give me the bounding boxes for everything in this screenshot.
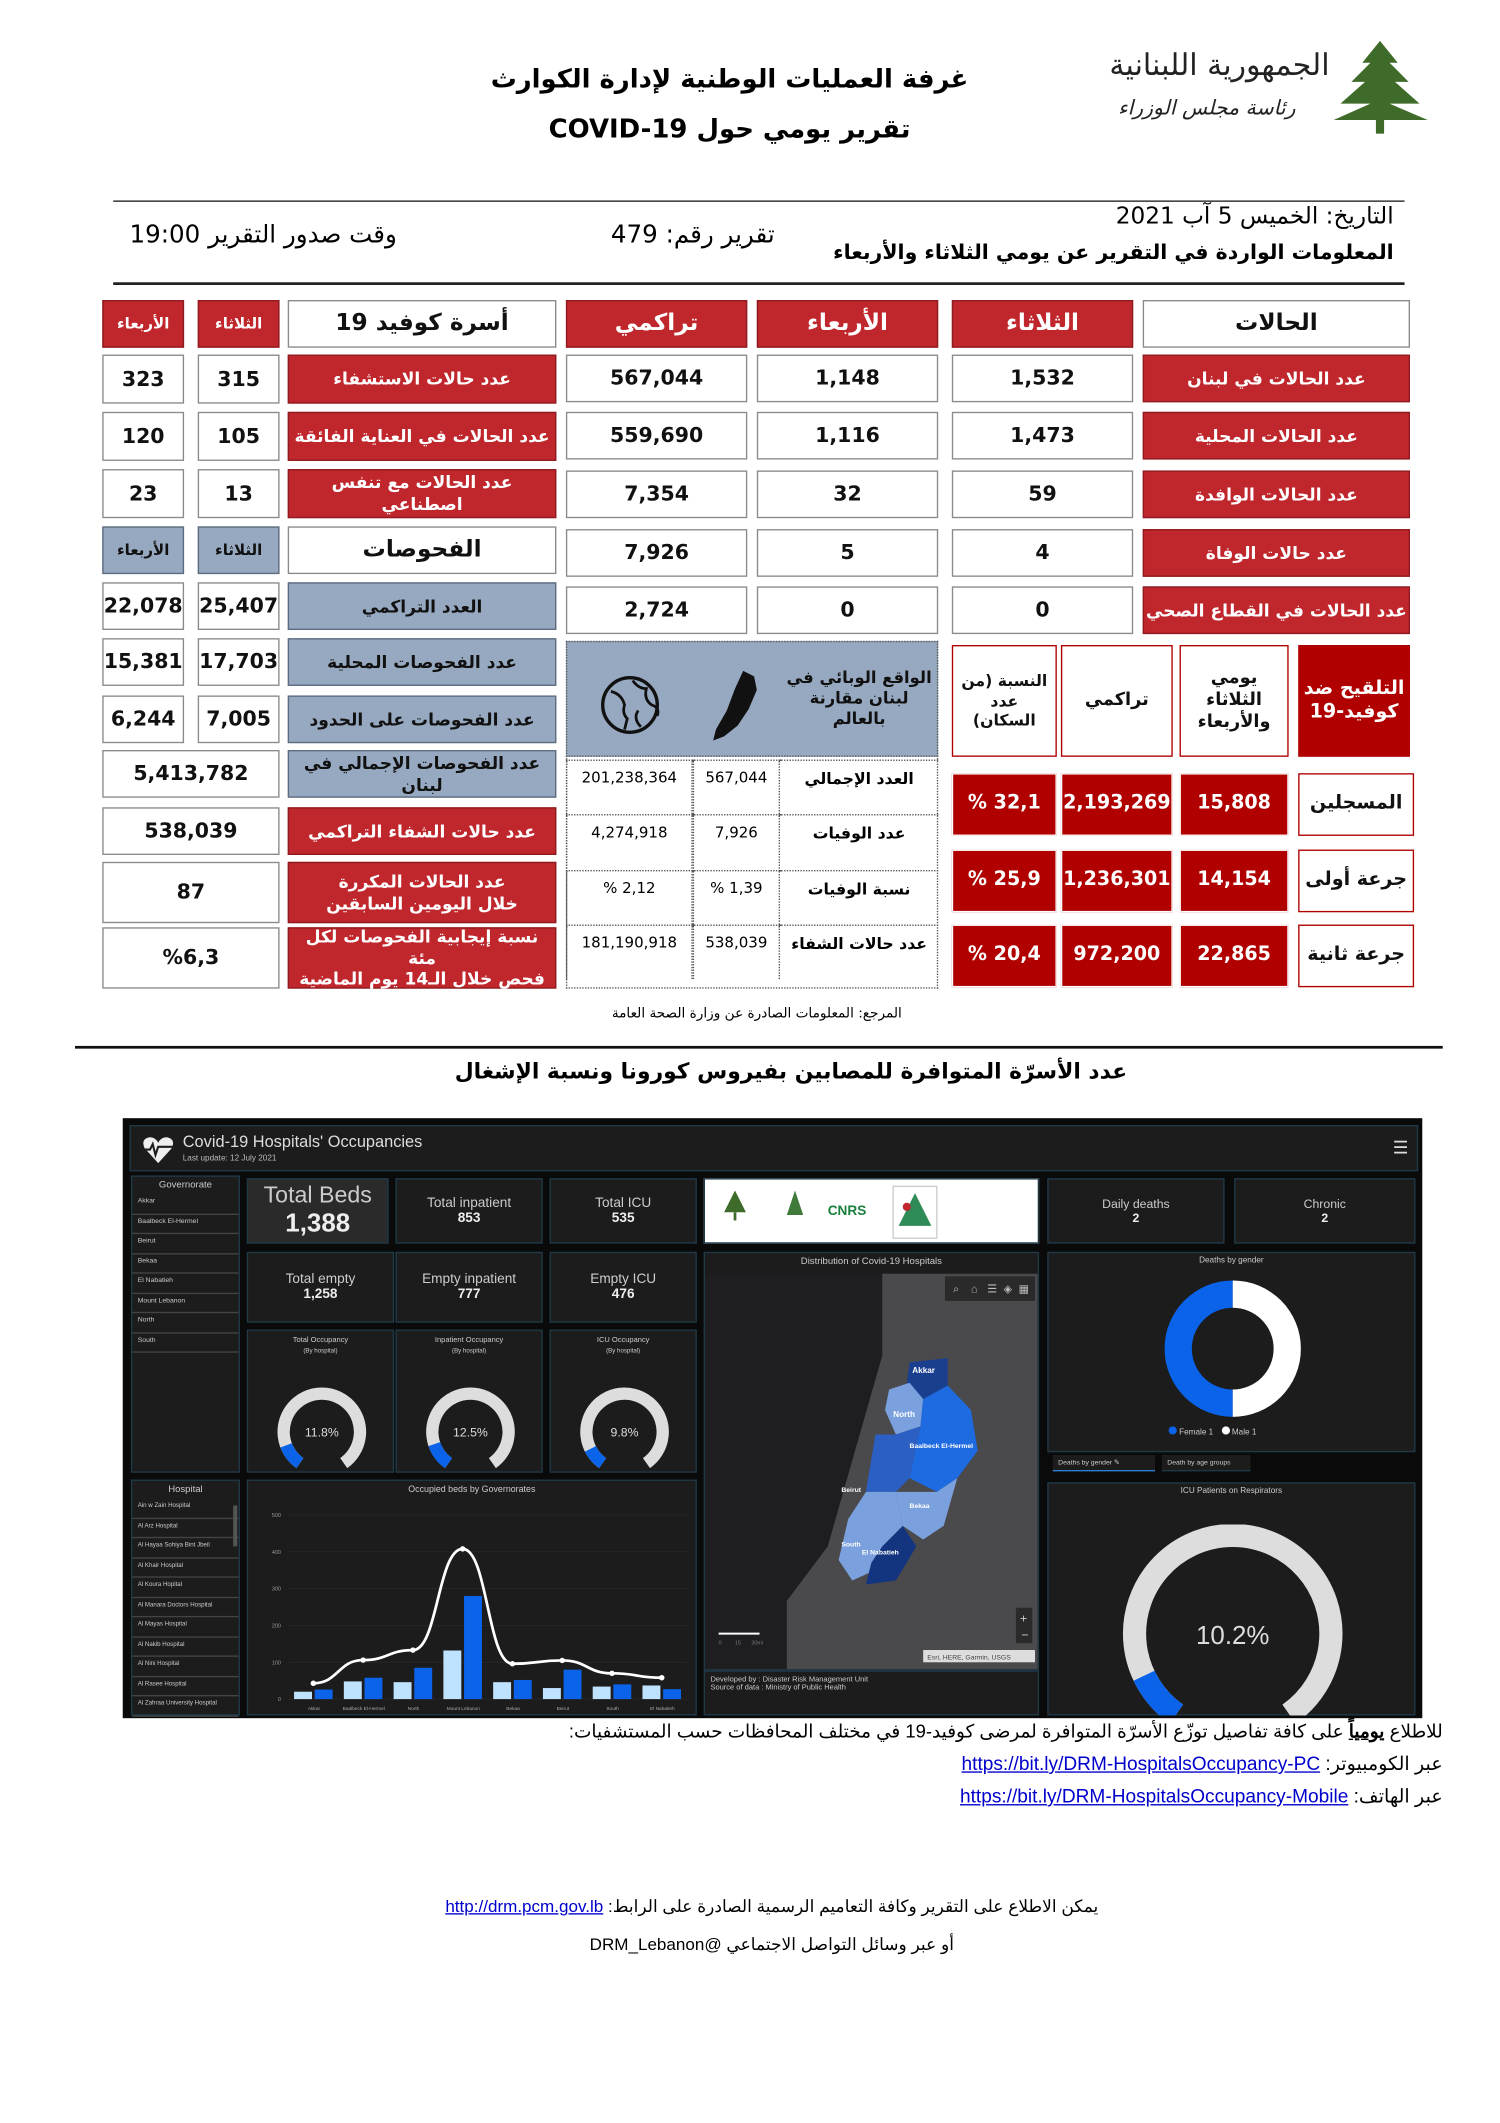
map-title: Distribution of Covid-19 Hospitals bbox=[800, 1257, 942, 1267]
vaccination-row-label: جرعة أولى bbox=[1298, 850, 1414, 913]
map-label-nabatieh: El Nabatieh bbox=[861, 1549, 899, 1557]
hospital-panel bbox=[131, 1480, 240, 1716]
map-legend-icon[interactable]: ☰ bbox=[987, 1283, 998, 1296]
governorate-item[interactable]: Mount Lebanon bbox=[132, 1293, 238, 1313]
map-search-icon[interactable]: ⌕ bbox=[953, 1283, 960, 1296]
cases-cumulative-value: 7,354 bbox=[566, 470, 747, 518]
stat-tile bbox=[550, 1252, 697, 1323]
y-tick-label: 300 bbox=[271, 1586, 281, 1593]
bar-dark bbox=[315, 1690, 333, 1700]
family-wednesday-value: 120 bbox=[102, 412, 184, 461]
occupancy-gauge bbox=[397, 1375, 544, 1470]
occupancy-gauge bbox=[248, 1375, 395, 1470]
svg-text:CNRS: CNRS bbox=[827, 1203, 867, 1219]
comparison-row-label: نسبة الوفيات bbox=[780, 870, 938, 925]
total-point bbox=[510, 1661, 515, 1666]
legend-male: Male 1 bbox=[1221, 1426, 1256, 1437]
tests-row-label: العدد التراكمي bbox=[288, 582, 557, 630]
governorate-item[interactable]: Beirut bbox=[132, 1234, 238, 1254]
cases-tuesday-value: 4 bbox=[952, 529, 1133, 577]
occupancy-gauge-fill bbox=[434, 1444, 448, 1463]
map-home-icon[interactable]: ⌂ bbox=[970, 1283, 978, 1296]
bar-dark bbox=[414, 1668, 432, 1699]
pc-link[interactable]: https://bit.ly/DRM-HospitalsOccupancy-PC bbox=[961, 1752, 1321, 1775]
x-tick-label: North bbox=[407, 1707, 420, 1713]
cases-tuesday-value: 59 bbox=[952, 470, 1133, 518]
mobile-link[interactable]: https://bit.ly/DRM-HospitalsOccupancy-Mobile bbox=[960, 1785, 1349, 1807]
hospitals-dashboard bbox=[123, 1118, 1423, 1718]
header-rule-bottom bbox=[113, 282, 1404, 284]
comparison-world-value: 4,274,918 bbox=[566, 814, 693, 869]
cases-cumulative-value: 7,926 bbox=[566, 529, 747, 577]
bar-dark bbox=[663, 1689, 681, 1699]
tab-death-by-age[interactable]: Death by age groups bbox=[1162, 1455, 1251, 1471]
section-rule bbox=[75, 1046, 1443, 1048]
footer-intro-bold: يومياً bbox=[1348, 1720, 1385, 1742]
stat-tile bbox=[550, 1178, 697, 1243]
cases-wednesday-value: 32 bbox=[757, 470, 938, 518]
stat-label: Chronic bbox=[1303, 1197, 1346, 1211]
stat-tile bbox=[247, 1252, 394, 1323]
bar-light bbox=[294, 1692, 312, 1699]
family-header-tuesday: الثلاثاء bbox=[198, 300, 280, 348]
family-wednesday-value: 23 bbox=[102, 469, 184, 518]
vaccination-percent-value: 25,9 % bbox=[952, 850, 1057, 913]
footer-social: أو عبر وسائل التواصل الاجتماعي @DRM_Lebanon bbox=[589, 1935, 954, 1955]
governorate-item[interactable]: South bbox=[132, 1333, 238, 1353]
stat-label: Total ICU bbox=[595, 1195, 652, 1211]
comparison-world-value: 201,238,364 bbox=[566, 760, 693, 815]
stat-label: Total empty bbox=[285, 1272, 356, 1288]
stat-label: Total Beds bbox=[263, 1182, 372, 1209]
chart-title: Occupied beds by Governorates bbox=[408, 1485, 536, 1495]
total-point bbox=[559, 1658, 564, 1663]
stat-tile bbox=[247, 1178, 389, 1243]
total-point bbox=[360, 1657, 365, 1662]
governorate-item[interactable]: El Nabatieh bbox=[132, 1274, 238, 1294]
map-basemap-icon[interactable]: ▦ bbox=[1018, 1283, 1029, 1296]
bar-light bbox=[543, 1688, 561, 1699]
stat-value: 853 bbox=[457, 1210, 481, 1226]
family-tuesday-value: 105 bbox=[198, 412, 280, 461]
comparison-header-cell: الواقع الوبائي في لبنان مقارنة بالعالم bbox=[786, 668, 932, 729]
comparison-row-label: العدد الإجمالي bbox=[780, 760, 938, 815]
bar-dark bbox=[464, 1596, 482, 1699]
hospital-list-scrollbar[interactable] bbox=[233, 1505, 237, 1546]
deaths-gender-panel bbox=[1047, 1252, 1415, 1452]
family-row-label: عدد الحالات مع تنفس اصطناعي bbox=[288, 469, 557, 518]
vaccination-cumulative-value: 972,200 bbox=[1061, 925, 1173, 988]
y-tick-label: 500 bbox=[271, 1513, 281, 1520]
bar-light bbox=[493, 1682, 511, 1699]
gauge-sub: (By hospital) bbox=[303, 1347, 338, 1355]
gauge-title: Total Occupancy bbox=[292, 1336, 349, 1345]
tab-deaths-by-gender[interactable]: Deaths by gender ✎ bbox=[1053, 1455, 1155, 1471]
donut-female[interactable] bbox=[1165, 1280, 1233, 1416]
vaccination-row-label: جرعة ثانية bbox=[1298, 925, 1414, 988]
section-title: عدد الأسرّة المتوافرة للمصابين بفيروس كورونا ونسبة الإشغال bbox=[454, 1058, 1128, 1085]
x-tick-label: Beirut bbox=[556, 1707, 570, 1713]
stat-label: Empty ICU bbox=[590, 1272, 657, 1288]
lebanon-hospitals-map[interactable] bbox=[705, 1274, 1038, 1669]
hospital-item[interactable]: Al Mayas Hospital bbox=[132, 1617, 238, 1637]
occupancy-gauge-panel bbox=[247, 1330, 394, 1473]
stat-label: Daily deaths bbox=[1102, 1197, 1170, 1211]
dashboard-title: Covid-19 Hospitals' Occupancies bbox=[182, 1131, 423, 1151]
x-tick-label: Bekaa bbox=[506, 1707, 520, 1713]
tests-tuesday-value: 25,407 bbox=[198, 582, 280, 630]
vaccination-daily-value: 15,808 bbox=[1180, 773, 1289, 836]
family-wednesday-value: 323 bbox=[102, 355, 184, 404]
cases-tuesday-value: 0 bbox=[952, 586, 1133, 634]
x-tick-label: Baalbeck El-Hermel bbox=[342, 1707, 385, 1713]
total-line bbox=[313, 1549, 661, 1683]
footer-mobile: عبر الهاتف: https://bit.ly/DRM-HospitalsOccupancy-Mobile bbox=[960, 1785, 1443, 1807]
gauge-sub: (By hospital) bbox=[452, 1347, 487, 1355]
stat-label: Total inpatient bbox=[427, 1195, 512, 1211]
hospital-item[interactable]: Al Nakib Hospital bbox=[132, 1637, 238, 1657]
stat-value: 1,258 bbox=[303, 1287, 338, 1303]
bar-light bbox=[344, 1681, 362, 1699]
map-label-baalbeck: Baalbeck El-Hermel bbox=[909, 1443, 974, 1451]
last-update: Last update: 12 July 2021 bbox=[182, 1155, 277, 1164]
partner-logos bbox=[704, 1178, 1039, 1243]
y-tick-label: 100 bbox=[271, 1660, 281, 1667]
bar-light bbox=[642, 1685, 660, 1699]
hospital-item[interactable]: Al Koura Hopital bbox=[132, 1578, 238, 1598]
comparison-lebanon-value: 1,39 % bbox=[693, 870, 780, 925]
comparison-lebanon-value: 7,926 bbox=[693, 814, 780, 869]
cell-line: نسبة إيجابية الفحوصات لكل مئة bbox=[305, 925, 539, 968]
cases-wednesday-value: 1,148 bbox=[757, 355, 938, 403]
occupancy-gauge-value: 9.8% bbox=[610, 1425, 639, 1440]
gauge-sub: (By hospital) bbox=[606, 1347, 641, 1355]
hospital-item[interactable]: Al Rasee Hospital bbox=[132, 1677, 238, 1697]
org-title: غرفة العمليات الوطنية لإدارة الكوارث bbox=[490, 64, 969, 95]
bar-dark bbox=[564, 1670, 582, 1699]
stat-value: 2 bbox=[1132, 1210, 1140, 1225]
vaccination-header-label: التلقيح ضد كوفيد-19 bbox=[1298, 645, 1410, 757]
partner-logos-image bbox=[705, 1180, 1040, 1245]
cases-tuesday-value: 1,532 bbox=[952, 355, 1133, 403]
icu-respirators-gauge bbox=[1110, 1525, 1355, 1716]
stat-tile bbox=[395, 1178, 542, 1243]
cases-cumulative-value: 559,690 bbox=[566, 412, 747, 460]
governorate-item[interactable]: Bekaa bbox=[132, 1254, 238, 1274]
vaccination-percent-value: 20,4 % bbox=[952, 925, 1057, 988]
deaths-gender-title: Deaths by gender bbox=[1199, 1257, 1264, 1266]
cases-wednesday-value: 5 bbox=[757, 529, 938, 577]
tests-tuesday-value: 17,703 bbox=[198, 638, 280, 686]
hospital-item[interactable]: Al Zahraa University Hospital bbox=[132, 1696, 238, 1716]
tests-row-label: عدد الفحوصات على الحدود bbox=[288, 695, 557, 743]
zoom-in-button[interactable]: + bbox=[1020, 1611, 1028, 1626]
family-header-label: أسرة كوفيد 19 bbox=[288, 300, 557, 348]
tests-header-tuesday: الثلاثاء bbox=[198, 526, 280, 574]
credits-panel bbox=[704, 1670, 1039, 1715]
occupancy-gauge-panel bbox=[395, 1330, 542, 1473]
hospital-item[interactable]: Al Arz Hospital bbox=[132, 1518, 238, 1538]
y-tick-label: 0 bbox=[277, 1697, 281, 1704]
governorate-item[interactable]: Baalbeck El-Hermel bbox=[132, 1214, 238, 1234]
total-point bbox=[460, 1546, 465, 1551]
footer-pc: عبر الكومبيوتر: https://bit.ly/DRM-HospitalsOccupancy-PC bbox=[961, 1752, 1443, 1775]
map-layers-icon[interactable]: ◈ bbox=[1003, 1283, 1013, 1296]
cases-row-label: عدد حالات الوفاة bbox=[1143, 529, 1410, 577]
hospital-item[interactable]: Al Nini Hospital bbox=[132, 1657, 238, 1677]
lebanon-map-icon bbox=[702, 668, 763, 743]
y-tick-label: 200 bbox=[271, 1623, 281, 1630]
governorate-item[interactable]: Akkar bbox=[132, 1195, 238, 1215]
hospital-item[interactable]: Al Hayaa Sohiya Bint Jbeil bbox=[132, 1538, 238, 1558]
tests-row-label: عدد الفحوصات المحلية bbox=[288, 638, 557, 686]
comparison-world-value: 2,12 % bbox=[566, 870, 693, 925]
scale-label-15: 15 bbox=[735, 1640, 742, 1647]
recovered-value: 538,039 bbox=[102, 807, 279, 855]
x-tick-label: Akkar bbox=[307, 1707, 321, 1713]
cases-header-wednesday: الأربعاء bbox=[757, 300, 938, 348]
governorate-panel bbox=[131, 1175, 240, 1472]
cases-tuesday-value: 1,473 bbox=[952, 412, 1133, 460]
heart-pulse-icon bbox=[142, 1133, 175, 1166]
header-rule-top bbox=[113, 200, 1404, 201]
occupied-beds-chart-panel bbox=[247, 1480, 697, 1716]
icu-respirators-panel bbox=[1047, 1482, 1415, 1715]
repeated-value: 87 bbox=[102, 862, 279, 923]
report-title: تقرير يومي حول COVID-19 bbox=[548, 114, 911, 145]
hospital-item[interactable]: Al Khair Hospital bbox=[132, 1558, 238, 1578]
developed-by: Developed by : Disaster Risk Management Unit bbox=[710, 1675, 869, 1685]
donut-male[interactable] bbox=[1233, 1280, 1301, 1416]
tests-total-label: عدد الفحوصات الإجمالي في لبنان bbox=[288, 750, 557, 798]
family-header-wednesday: الأربعاء bbox=[102, 300, 184, 348]
governorate-item[interactable]: North bbox=[132, 1313, 238, 1333]
bar-light bbox=[394, 1682, 412, 1699]
map-label-akkar: Akkar bbox=[912, 1366, 935, 1376]
cell-line: عدد الحالات المكررة bbox=[338, 871, 506, 892]
vaccination-header-daily: يومي الثلاثاء والأربعاء bbox=[1180, 645, 1289, 757]
cases-header-tuesday: الثلاثاء bbox=[952, 300, 1133, 348]
occupancy-gauge-value: 11.8% bbox=[304, 1425, 339, 1440]
bar-dark bbox=[514, 1680, 532, 1699]
tests-wednesday-value: 15,381 bbox=[102, 638, 184, 686]
hospital-item[interactable]: Al Manara Doctors Hospital bbox=[132, 1598, 238, 1618]
family-row-label: عدد حالات الاستشفاء bbox=[288, 355, 557, 404]
vaccination-cumulative-value: 1,236,301 bbox=[1061, 850, 1173, 913]
tests-tuesday-value: 7,005 bbox=[198, 695, 280, 743]
report-info-line: المعلومات الواردة في التقرير عن يومي الثلاثاء والأربعاء bbox=[833, 240, 1394, 265]
total-point bbox=[311, 1681, 316, 1686]
stat-value: 535 bbox=[611, 1210, 635, 1226]
occupancy-gauge-fill bbox=[286, 1445, 300, 1463]
family-tuesday-value: 315 bbox=[198, 355, 280, 404]
occupancy-gauge-value: 12.5% bbox=[453, 1425, 488, 1440]
tests-header-wednesday: الأربعاء bbox=[102, 526, 184, 574]
stat-value: 2 bbox=[1321, 1210, 1329, 1225]
tests-total-value: 5,413,782 bbox=[102, 750, 279, 798]
vaccination-header-cumulative: تراكمي bbox=[1061, 645, 1173, 757]
comparison-row-label: عدد الوفيات bbox=[780, 814, 938, 869]
x-tick-label: Mount Lebanon bbox=[446, 1707, 480, 1713]
icu-gauge-value: 10.2% bbox=[1196, 1622, 1270, 1651]
cases-header-label: الحالات bbox=[1143, 300, 1410, 348]
gauge-title: Inpatient Occupancy bbox=[434, 1336, 504, 1345]
menu-icon[interactable]: ☰ bbox=[1392, 1137, 1409, 1158]
positivity-label bbox=[288, 927, 557, 988]
zoom-out-button[interactable]: − bbox=[1021, 1628, 1029, 1643]
x-tick-label: El Nabatieh bbox=[650, 1707, 675, 1713]
cases-row-label: عدد الحالات المحلية bbox=[1143, 412, 1410, 460]
cases-row-label: عدد الحالات في لبنان bbox=[1143, 355, 1410, 403]
presidency-text: رئاسة مجلس الوزراء bbox=[1117, 95, 1296, 121]
stat-label: Empty inpatient bbox=[422, 1272, 517, 1288]
legend-female: Female 1 bbox=[1169, 1426, 1214, 1437]
x-tick-label: South bbox=[606, 1707, 619, 1713]
vaccination-daily-value: 22,865 bbox=[1180, 925, 1289, 988]
comparison-world-value: 181,190,918 bbox=[566, 925, 693, 980]
gender-legend bbox=[1169, 1426, 1257, 1437]
icu-respirators-title: ICU Patients on Respirators bbox=[1180, 1487, 1283, 1496]
tests-header-label: الفحوصات bbox=[288, 526, 557, 574]
report-number: تقرير رقم: 479 bbox=[610, 220, 775, 250]
source-note: المرجع: المعلومات الصادرة عن وزارة الصحة العامة bbox=[611, 1006, 902, 1022]
gauge-title: ICU Occupancy bbox=[596, 1336, 650, 1345]
vaccination-header-percent: النسبة (من عدد السكان) bbox=[952, 645, 1057, 757]
bar-dark bbox=[364, 1678, 382, 1699]
source-of-data: Source of data : Ministry of Public Health bbox=[710, 1684, 846, 1693]
icu-gauge-fill bbox=[1144, 1676, 1176, 1714]
total-point bbox=[410, 1647, 415, 1652]
vaccination-percent-value: 32,1 % bbox=[952, 773, 1057, 836]
cases-cumulative-value: 567,044 bbox=[566, 355, 747, 403]
cases-row-label: عدد الحالات في القطاع الصحي bbox=[1143, 586, 1410, 634]
vaccination-cumulative-value: 2,193,269 bbox=[1061, 773, 1173, 836]
cell-line: خلال اليومين السابقين bbox=[326, 892, 518, 913]
bar-light bbox=[443, 1650, 461, 1699]
recovered-label: عدد حالات الشفاء التراكمي bbox=[288, 807, 557, 855]
deaths-gender-donut bbox=[1165, 1278, 1301, 1420]
governorate-title: Governorate bbox=[158, 1180, 212, 1191]
stat-value: 1,388 bbox=[285, 1209, 351, 1239]
dashboard-header bbox=[130, 1125, 1419, 1171]
occupancy-gauge-fill bbox=[590, 1449, 602, 1463]
occupied-beds-chart bbox=[248, 1481, 698, 1717]
map-attribution: Esri, HERE, Garmin, USGS bbox=[927, 1654, 1011, 1662]
footer-intro: للاطلاع يومياً على كافة تفاصيل توزّع الأسرّة المتوافرة لمرضى كوفيد-19 في مختلف المحافظات حسب المستشفيات: bbox=[568, 1720, 1443, 1742]
total-point bbox=[659, 1675, 664, 1680]
edit-icon: ✎ bbox=[1113, 1459, 1120, 1468]
cases-wednesday-value: 0 bbox=[757, 586, 938, 634]
vaccination-row-label: المسجلين bbox=[1298, 773, 1414, 836]
cases-header-cumulative: تراكمي bbox=[566, 300, 747, 348]
stat-value: 777 bbox=[457, 1287, 481, 1303]
vaccination-daily-value: 14,154 bbox=[1180, 850, 1289, 913]
map-label-south: South bbox=[841, 1541, 861, 1549]
site-link[interactable]: http://drm.pcm.gov.lb bbox=[445, 1896, 604, 1916]
hospital-item[interactable]: Ain w Zain Hospital bbox=[132, 1499, 238, 1519]
map-panel bbox=[704, 1252, 1039, 1671]
map-label-beirut: Beirut bbox=[841, 1486, 862, 1494]
comparison-lebanon-value: 538,039 bbox=[693, 925, 780, 980]
scale-label-30: 30mi bbox=[751, 1640, 764, 1647]
positivity-value: %6,3 bbox=[102, 927, 279, 988]
cases-cumulative-value: 2,724 bbox=[566, 586, 747, 634]
globe-icon bbox=[600, 675, 661, 736]
bar-dark bbox=[613, 1684, 631, 1699]
footer-site: يمكن الاطلاع على التقرير وكافة التعاميم الرسمية الصادرة على الرابط: http://drm.pcm.gov.lb bbox=[445, 1896, 1099, 1916]
hospital-title: Hospital bbox=[168, 1485, 203, 1495]
scale-label-0: 0 bbox=[718, 1640, 722, 1647]
family-row-label: عدد الحالات في العناية الفائقة bbox=[288, 412, 557, 461]
tests-wednesday-value: 6,244 bbox=[102, 695, 184, 743]
bar-light bbox=[593, 1687, 611, 1700]
occupancy-gauge-panel bbox=[550, 1330, 697, 1473]
family-tuesday-value: 13 bbox=[198, 469, 280, 518]
comparison-lebanon-value: 567,044 bbox=[693, 760, 780, 815]
stat-tile bbox=[1047, 1178, 1224, 1243]
cell-line: فحص خلال الـ14 يوم الماضية bbox=[299, 968, 545, 990]
report-time: وقت صدور التقرير 19:00 bbox=[129, 220, 397, 250]
republic-text: الجمهورية اللبنانية bbox=[1109, 49, 1330, 84]
cases-wednesday-value: 1,116 bbox=[757, 412, 938, 460]
stat-tile bbox=[395, 1252, 542, 1323]
stat-tile bbox=[1234, 1178, 1415, 1243]
occupancy-gauge bbox=[551, 1375, 698, 1470]
y-tick-label: 400 bbox=[271, 1549, 281, 1556]
total-point bbox=[609, 1671, 614, 1676]
map-label-north: North bbox=[893, 1409, 915, 1419]
comparison-row-label: عدد حالات الشفاء bbox=[780, 925, 938, 980]
cedar-logo bbox=[1330, 38, 1432, 140]
map-label-bekaa: Bekaa bbox=[909, 1503, 930, 1511]
report-date: التاريخ: الخميس 5 آب 2021 bbox=[1115, 203, 1394, 231]
cases-row-label: عدد الحالات الوافدة bbox=[1143, 470, 1410, 518]
tests-wednesday-value: 22,078 bbox=[102, 582, 184, 630]
stat-value: 476 bbox=[611, 1287, 635, 1303]
repeated-label bbox=[288, 862, 557, 923]
